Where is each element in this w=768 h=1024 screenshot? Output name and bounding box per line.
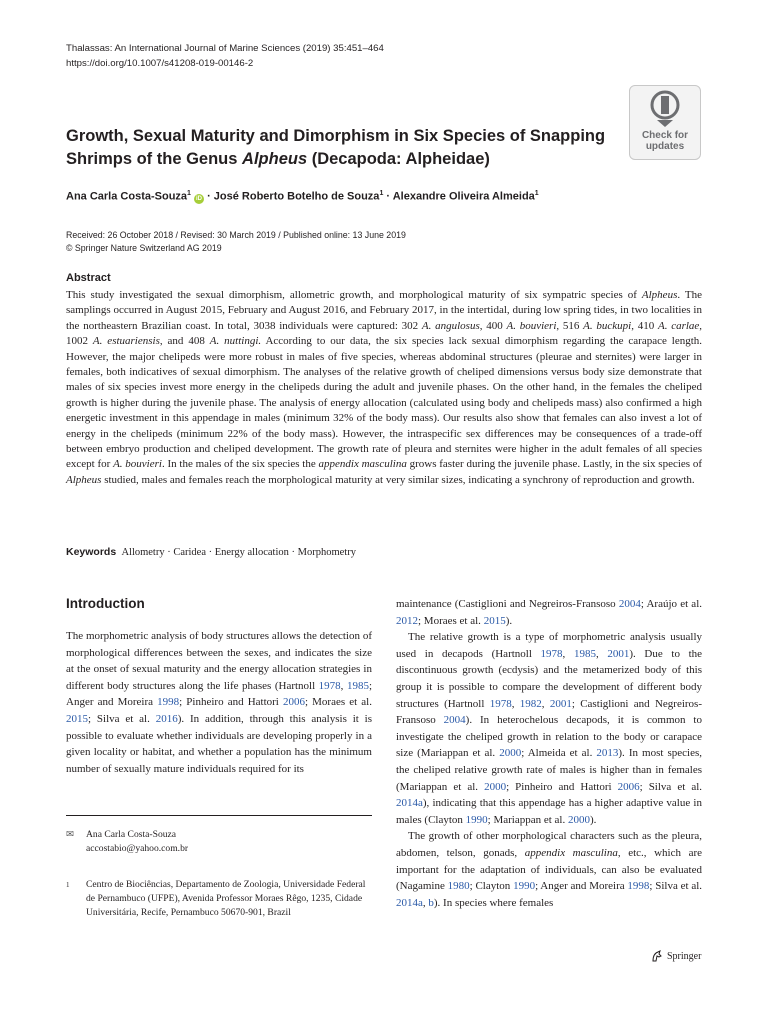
citation-link[interactable]: 2000 xyxy=(499,747,522,760)
citation-link[interactable]: 2014a xyxy=(396,797,423,810)
intro-paragraph: The relative growth is a type of morphometric analysis usually used in decapods (Hartnoll 1978, 1985, 2001). Due to the discontinuous growth (ecdysis) and the metamerized body of this group it is possible to compare the development of different body structures (Hartnoll 1978, 1982, 2001; Castiglioni and Negreiros-Fransoso 2004). In heterochelous decapods, it is common to investigate the cheliped growth in relation to the body or carapace size (Mariappan et al. 2000; Almeida et al. 2013). In most species, the cheliped relative growth rate of males is higher than in females (Mariappan et al. 2000; Pinheiro and Hattori 2006; Silva et al. 2014a), indicating that this appendage has a higher adaptive value in males (Clayton 1990; Mariappan et al. 2000). xyxy=(396,631,703,826)
citation-link[interactable]: 1985 xyxy=(346,679,369,692)
check-for-updates-badge[interactable] xyxy=(629,85,701,160)
citation-link[interactable]: 1978 xyxy=(318,679,341,692)
citation-link[interactable]: 2012 xyxy=(396,614,418,627)
citation-link[interactable]: 2006 xyxy=(617,780,640,793)
title-part-2: (Decapoda: Alpheidae) xyxy=(307,150,490,168)
author-1-affil: 1 xyxy=(187,190,191,197)
abstract-heading: Abstract xyxy=(66,272,111,284)
corresponding-author-email[interactable]: accostabio@yahoo.com.br xyxy=(86,843,189,854)
publisher-logo xyxy=(651,950,701,962)
citation-link[interactable]: 2000 xyxy=(568,813,590,826)
badge-line-1: Check for xyxy=(641,130,689,141)
affiliation-text: Centro de Biociências, Departamento de Zoologia, Universidade Federal de Pernambuco (UFPE), Avenida Professor Moraes Rêgo, 1235, Cidade Universitária, Recife, Pernambuco 50670-901, Brazil xyxy=(86,879,366,918)
orcid-icon[interactable]: iD xyxy=(196,195,202,202)
springer-horse-icon xyxy=(651,950,663,962)
introduction-heading: Introduction xyxy=(66,596,145,611)
keywords xyxy=(66,546,356,558)
citation-link[interactable]: 1998 xyxy=(157,696,180,709)
publication-dates xyxy=(66,229,406,255)
author-3-affil: 1 xyxy=(534,190,539,197)
affiliation-mark: 1 xyxy=(66,881,70,889)
keywords-list: Allometry · Caridea · Energy allocation · Morphometry xyxy=(121,547,356,558)
citation-link[interactable]: 2004 xyxy=(443,714,466,727)
citation-link[interactable]: 2001 xyxy=(549,697,572,710)
citation-link[interactable]: 2001 xyxy=(607,647,630,660)
citation-link[interactable]: 2014a xyxy=(396,896,423,909)
abstract-body: This study investigated the sexual dimorphism, allometric growth, and morphological maturity of six sympatric species of Alpheus. The samplings occurred in August 2015, February and August 2016, and February 2017, in the intertidal, during low spring tides, in two localities in the northeastern Brazilian coast. In total, 3038 individuals were captured: 302 A. angulosus, 400 A. bouvieri, 516 A. buckupi, 410 A. carlae, 1002 A. estuariensis, and 408 A. nuttingi. According to our data, the six species lack sexual dimorphism regarding the carapace length. However, the major chelipeds were more robust in males of five species, whereas abdominal structures (pleurae and sternites) were larger in females, both indicatives of sexual dimorphism. The analyses of the relative growth of cheliped dimensions versus body size demonstrate that males of six species invest more energy in the chelipeds during the adult and juvenile phases. On the other hand, in the females the cheliped growth is higher during the juvenile phase. The analysis of energy allocation (calculated using body and chelipeds mass) also confirmed a high energetic investment in this appendage in males (minimum 32% of the body mass). Our results also show that females can also invest a lot of energy in the chelipeds (minimum 22% of the body mass). However, the intraspecific sex differences may be consequences of a trade-off between embryo production and cheliped development. The growth rate of pleura and sternites were higher in the adult females of all species except for A. bouvieri. In the males of the six species the appendix masculina grows faster during the juvenile phase. Lastly, in the six species of Alpheus studied, males and females reach the morphological maturity at very similar sizes, indicating a synchrony of reproduction and growth. xyxy=(66,289,703,486)
citation-link[interactable]: 1985 xyxy=(573,647,596,660)
citation-link[interactable]: 2013 xyxy=(596,747,619,760)
keywords-label: Keywords xyxy=(66,546,117,558)
journal-citation: Thalassas: An International Journal of Marine Sciences (2019) 35:451–464 xyxy=(66,43,384,54)
badge-label xyxy=(630,130,700,152)
intro-paragraph: The growth of other morphological characters such as the pleura, abdomen, telson, gonads, appendix masculina, etc., which are important for the adaptation of individuals, can also be evaluated (Nagamine 1980; Clayton 1990; Anger and Moreira 1998; Silva et al. 2014a, b). In species where females xyxy=(396,830,703,909)
citation-link[interactable]: 1978 xyxy=(489,697,512,710)
corresponding-author-note xyxy=(66,828,188,856)
intro-paragraph: maintenance (Castiglioni and Negreiros-Fransoso 2004; Araújo et al. 2012; Moraes et al. 2015). xyxy=(396,598,702,627)
title-genus: Alpheus xyxy=(242,150,308,168)
citation-link[interactable]: 1982 xyxy=(519,697,542,710)
author-2-affil: 1 xyxy=(379,190,384,197)
check-for-updates-icon xyxy=(650,90,680,128)
citation-link[interactable]: 1980 xyxy=(447,880,470,893)
envelope-icon: ✉ xyxy=(66,829,75,840)
author-1[interactable]: Ana Carla Costa-Souza xyxy=(66,190,188,203)
doi-link[interactable]: https://doi.org/10.1007/s41208-019-00146-2 xyxy=(66,58,254,69)
author-sep: · xyxy=(207,190,211,203)
badge-line-2: updates xyxy=(645,141,685,152)
author-2[interactable]: José Roberto Botelho de Souza xyxy=(213,190,380,203)
corresponding-author-name: Ana Carla Costa-Souza xyxy=(86,829,177,840)
footnote-divider xyxy=(66,815,372,816)
citation-link[interactable]: 2015 xyxy=(483,614,506,627)
citation-link[interactable]: 2015 xyxy=(66,712,88,725)
citation-link[interactable]: b xyxy=(428,896,434,909)
citation-link[interactable]: 1990 xyxy=(513,880,536,893)
copyright-line: © Springer Nature Switzerland AG 2019 xyxy=(66,243,222,253)
citation-link[interactable]: 2004 xyxy=(618,598,641,610)
author-sep: · xyxy=(386,190,391,203)
author-list xyxy=(66,190,539,204)
intro-right-column xyxy=(396,596,702,911)
intro-left-column: The morphometric analysis of body structures allows the detection of morphological differences between the sexes, and indicates the size at the onset of sexual maturity and the energy allocation strategies in different body structures along the life phases (Hartnoll 1978, 1985; Anger and Moreira 1998; Pinheiro and Hattori 2006; Moraes et al. 2015; Silva et al. 2016). In addition, through this analysis it is possible to evaluate whether individuals are developing properly in a given locality or habitat, and whether a population has the minimum number of sexually mature individuals required for its xyxy=(66,630,372,775)
affiliation-note xyxy=(66,878,372,920)
author-3[interactable]: Alexandre Oliveira Almeida xyxy=(392,190,535,203)
citation-link[interactable]: 2000 xyxy=(484,780,507,793)
citation-link[interactable]: 2006 xyxy=(282,696,305,709)
paper-title xyxy=(66,125,626,171)
history-dates: Received: 26 October 2018 / Revised: 30 March 2019 / Published online: 13 June 2019 xyxy=(66,230,406,240)
citation-link[interactable]: 1990 xyxy=(465,813,488,826)
citation-link[interactable]: 1978 xyxy=(540,647,563,660)
journal-header xyxy=(66,41,384,71)
title-part-1: Growth, Sexual Maturity and Dimorphism in Six Species of Snapping Shrimps of the Genus xyxy=(66,127,606,168)
publisher-name: Springer xyxy=(667,950,702,962)
citation-link[interactable]: 1998 xyxy=(627,880,650,893)
citation-link[interactable]: 2016 xyxy=(155,712,178,725)
